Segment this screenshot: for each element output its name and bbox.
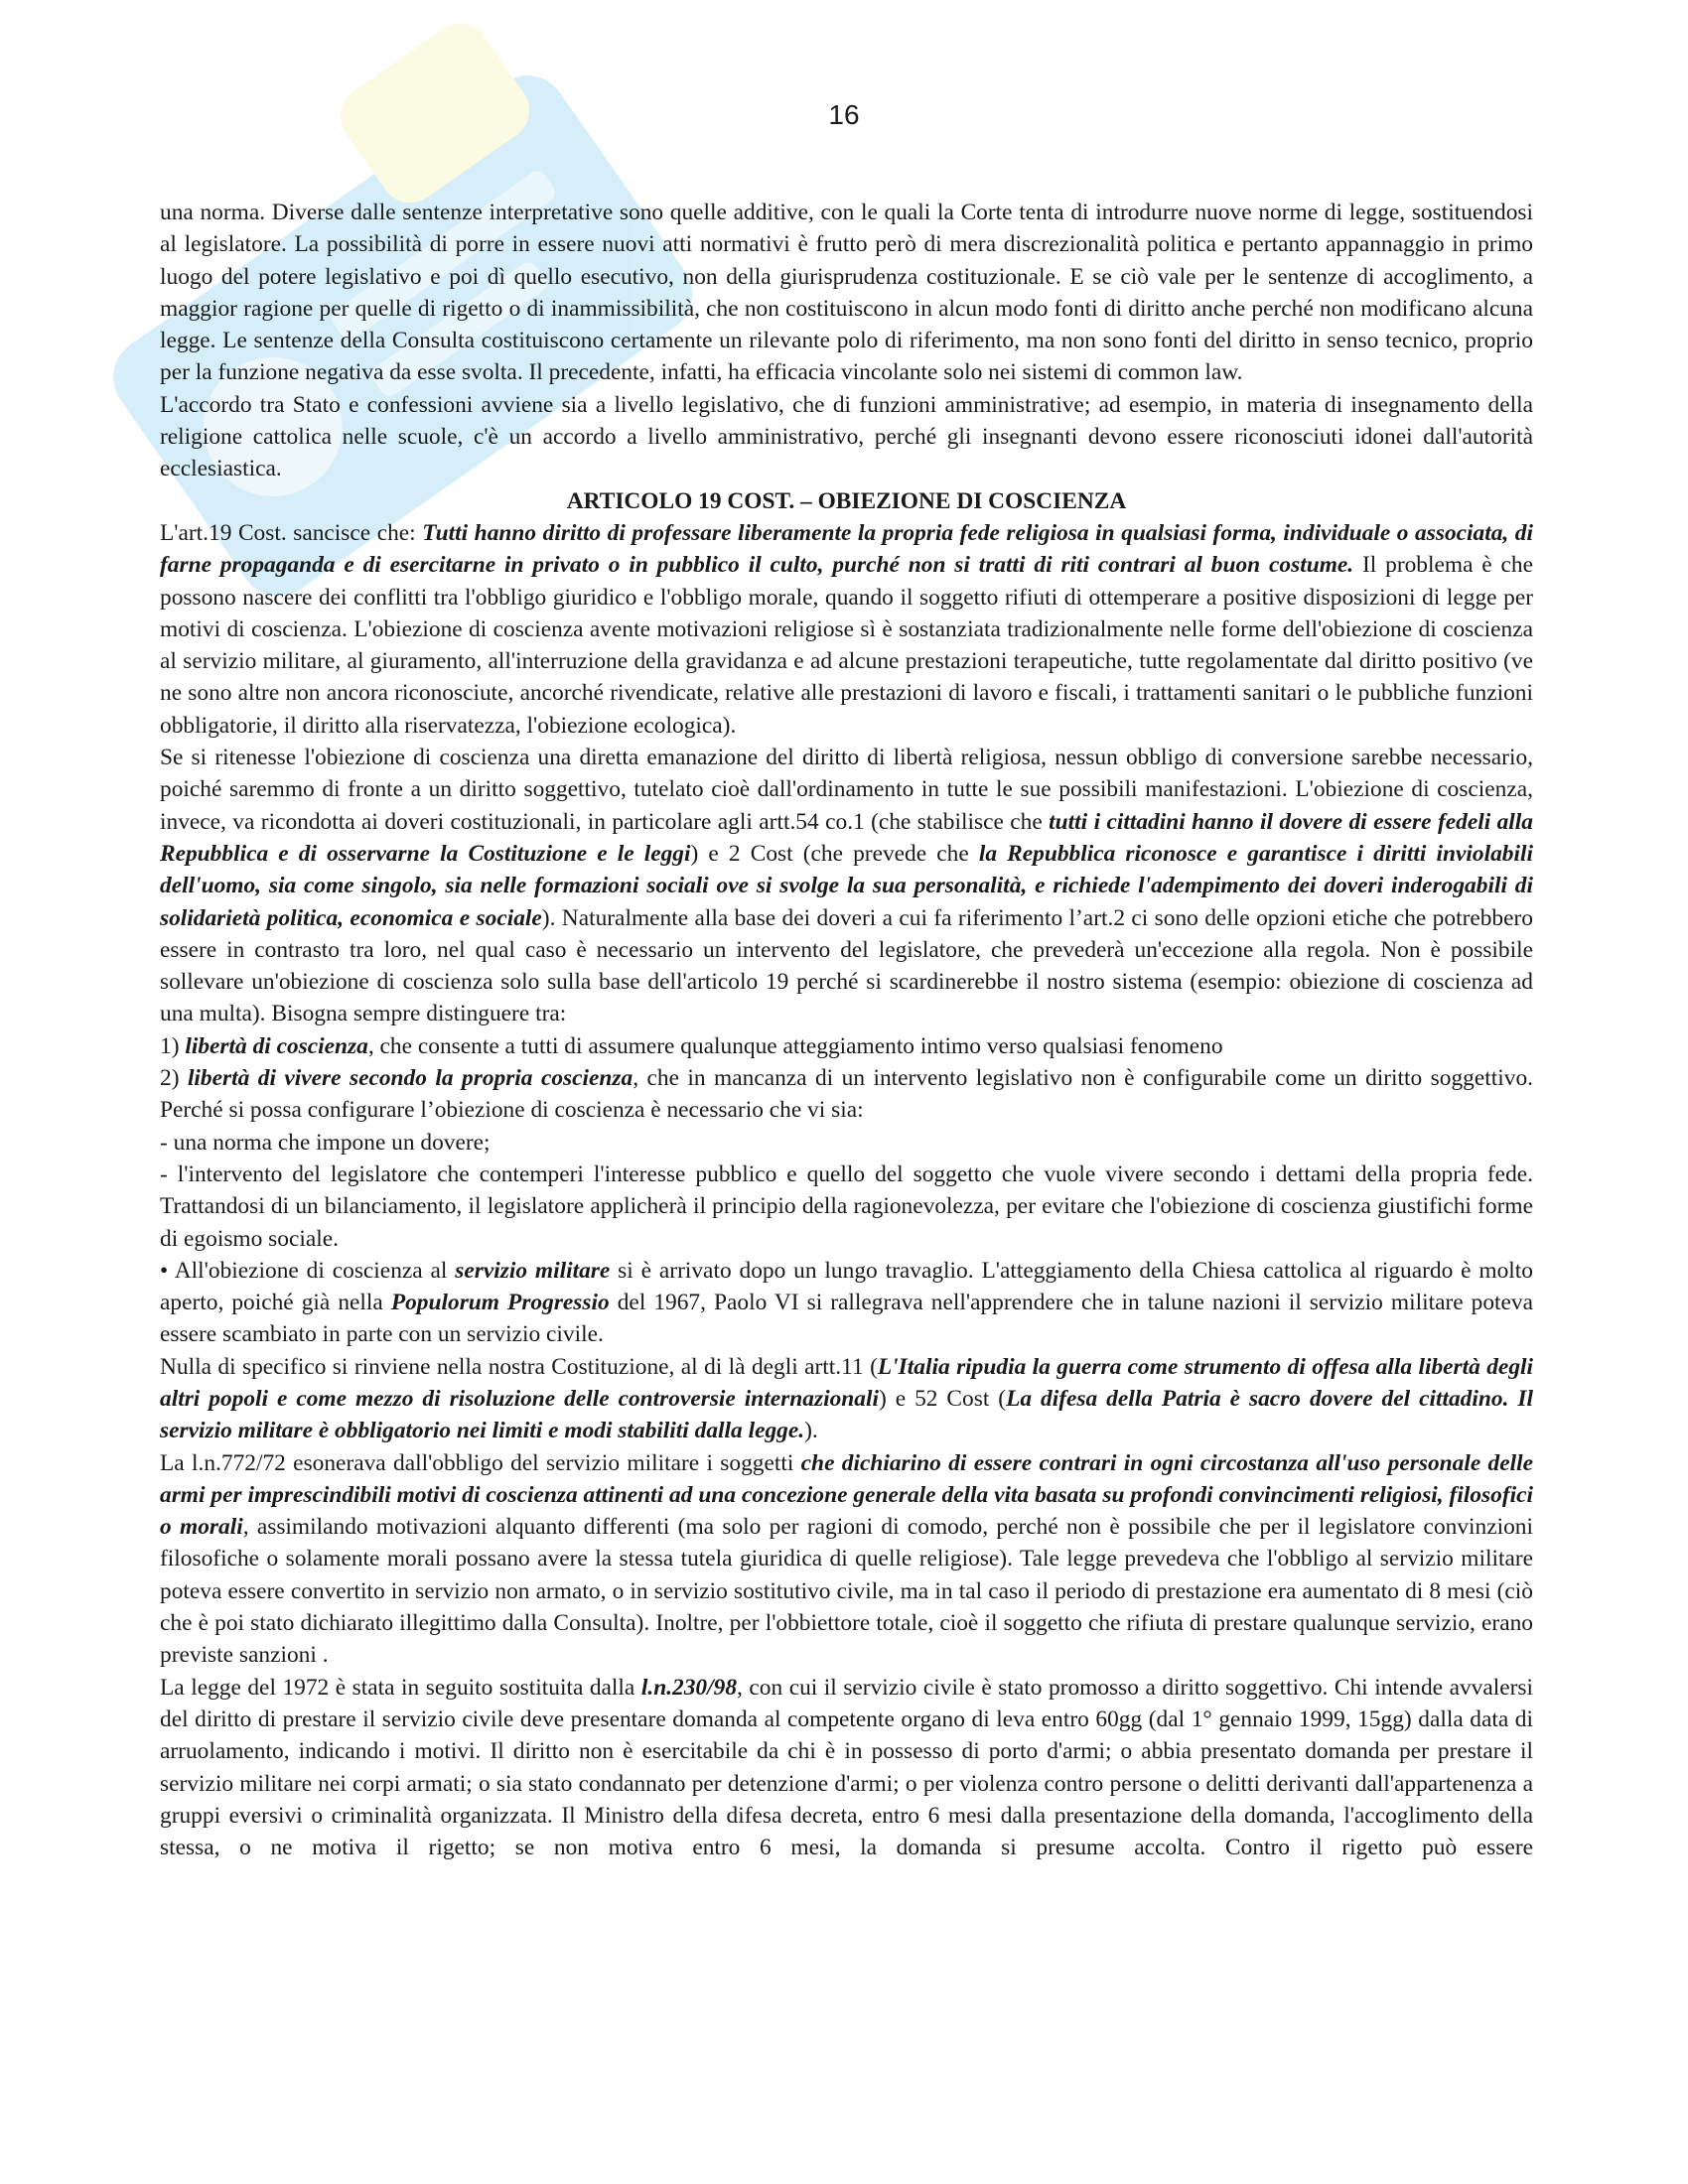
quote-art2: la Repubblica riconosce e garantisce i diritti inviolabili dell'uomo, sia come singolo, sia nelle formazioni sociali ove si svolge la sua personalità, e richiede l'adempimento dei doveri inderogabili di solidarietà politica, economica e sociale — [160, 840, 1533, 931]
list-number: 1) — [160, 1032, 186, 1059]
document-body — [160, 197, 1533, 1863]
text-run: ). Naturalmente alla base dei doveri a cui fa riferimento l’art.2 ci sono delle opzioni etiche che potrebbero essere in contrasto tra loro, nel qual caso è necessario un intervento del legislatore, che prevederà un'eccezione alla regola. Non è possibile sollevare un'obiezione di coscienza solo sulla base dell'articolo 19 perché si scardinerebbe il nostro sistema (esempio: obiezione di coscienza ad una multa). Bisogna sempre distinguere tra: — [160, 904, 1533, 1027]
text-run: Il problema è che possono nascere dei conflitti tra l'obbligo giuridico e l'obbligo morale, quando il soggetto rifiuti di ottemperare a positive disposizioni di legge per motivi di coscienza. L'obiezione di coscienza avente motivazioni religiose sì è sostanziata tradizionalmente nelle forme dell'obiezione di coscienza al servizio militare, al giuramento, all'interruzione della gravidanza e ad alcune prestazioni terapeutiche, tutte regolamentate dal diritto positivo (ve ne sono altre non ancora riconosciute, ancorché rivendicate, relative alle prestazioni di lavoro e fiscali, i trattamenti sanitari o le pubbliche funzioni obbligatorie, il diritto alla riservatezza, l'obiezione ecologica). — [160, 552, 1533, 739]
text-run: Se si ritenesse l'obiezione di coscienza una diretta emanazione del diritto di libertà religiosa, nessun obbligo di conversione sarebbe necessario, poiché saremmo di fronte a un diritto soggettivo, tutelato cioè dall'ordinamento in tutte le sue possibili manifestazioni. L'obiezione di coscienza, invece, va ricondotta ai doveri costituzionali, in particolare agli artt.54 co.1 (che stabilisce che — [160, 745, 1533, 835]
paragraph-legge-230 — [160, 1672, 1533, 1864]
list-item-2 — [160, 1062, 1533, 1127]
paragraph-art19 — [160, 517, 1533, 742]
term: l.n.230/98 — [640, 1674, 738, 1701]
text-run: ). — [804, 1418, 818, 1444]
paragraph-costituzione — [160, 1351, 1533, 1447]
paragraph-accordo — [160, 389, 1533, 485]
quote-art52: La difesa della Patria è sacro dovere del cittadino. Il servizio militare è obbligatorio nei limiti e modi stabiliti dalla legge. — [160, 1385, 1533, 1444]
list-item-1 — [160, 1030, 1533, 1062]
text-run: , con cui il servizio civile è stato promosso a diritto soggettivo. Chi intende avvalersi del diritto di prestare il servizio civile deve presentare domanda al competente organo di leva entro 60gg (dal 1° gennaio 1999, 15gg) dalla data di arruolamento, indicando i motivi. Il diritto non è esercitabile da chi è in possesso di porto d'armi; o abbia presentato domanda per prestare il servizio militare nei corpi armati; o sia stato condannato per detenzione d'armi; o per violenza contro persone o delitti derivanti dall'appartenenza a gruppi eversivi o criminalità organizzata. Il Ministro della difesa decreta, entro 6 mesi dalla presentazione della domanda, l'accoglimento della stessa, o ne motiva il rigetto; se non motiva entro 6 mesi, la domanda si presume accolta. Contro il rigetto può essere — [160, 1674, 1533, 1861]
text-run: Nulla di specifico si rinviene nella nostra Costituzione, al di là degli artt.11 ( — [160, 1353, 878, 1380]
text-run: La legge del 1972 è stata in seguito sostituita dalla — [160, 1674, 641, 1701]
text-run: L'accordo tra Stato e confessioni avviene sia a livello legislativo, che di funzioni amministrative; ad esempio, in materia di insegnamento della religione cattolica nelle scuole, c'è un accordo a livello amministrativo, perché gli insegnanti devono essere riconosciuti idonei dall'autorità ecclesiastica. — [160, 391, 1533, 482]
quote-art19: Tutti hanno diritto di professare liberamente la propria fede religiosa in qualsiasi forma, individuale o associata, di farne propaganda e di esercitarne in privato o in pubblico il culto, purché non si tratti di riti contrari al buon costume. — [160, 519, 1533, 579]
text-run: ) e 52 Cost ( — [878, 1385, 1007, 1412]
text-run: ) e 2 Cost (che prevede che — [690, 840, 979, 867]
list-number: 2) — [160, 1065, 188, 1092]
dash-item-1: - una norma che impone un dovere; — [160, 1129, 491, 1156]
paragraph-sentenze — [160, 197, 1533, 389]
text-run: si è arrivato dopo un lungo travaglio. L'atteggiamento della Chiesa cattolica al riguardo è molto aperto, poiché già nella — [160, 1257, 1533, 1316]
text-run: una norma. Diverse dalle sentenze interpretative sono quelle additive, con le quali la Corte tenta di introdurre nuove norme di legge, sostituendosi al legislatore. La possibilità di porre in essere nuovi atti normativi è frutto però di mera discrezionalità politica e pertanto appannaggio in primo luogo del potere legislativo e poi dì quello esecutivo, non della giurisprudenza costituzionale. E se ciò vale per le sentenze di accoglimento, a maggior ragione per quelle di rigetto o di inammissibilità, che non costituiscono in alcun modo fonti di diritto anche perché non modificano alcuna legge. Le sentenze della Consulta costituiscono certamente un rilevante polo di riferimento, ma non sono fonti del diritto in senso tecnico, proprio per la funzione negativa da esse svolta. Il precedente, infatti, ha efficacia vincolante solo nei sistemi di common law. — [160, 200, 1533, 386]
term: libertà di vivere secondo la propria coscienza — [187, 1065, 633, 1092]
text-run: , che consente a tutti di assumere qualunque atteggiamento intimo verso qualsiasi fenomeno — [367, 1032, 1223, 1059]
term: Populorum Progressio — [390, 1290, 610, 1316]
quote-art11: L'Italia ripudia la guerra come strumento di offesa alla libertà degli altri popoli e come mezzo di risoluzione delle controversie internazionali — [160, 1353, 1534, 1412]
text-run: L'art.19 Cost. sancisce che: — [160, 519, 423, 546]
text-run: del 1967, Paolo VI si rallegrava nell'apprendere che in talune nazioni il servizio militare poteva essere scambiato in parte con un servizio civile. — [160, 1290, 1534, 1348]
text-run: • All'obiezione di coscienza al — [160, 1257, 456, 1284]
dash-item-2: - l'intervento del legislatore che contemperi l'interesse pubblico e quello del soggetto che vuole vivere secondo i dettami della propria fede. Trattandosi di un bilanciamento, il legislatore applicherà il principio della ragionevolezza, per evitare che l'obiezione di coscienza giustifichi forme di egoismo sociale. — [160, 1160, 1533, 1252]
term: libertà di coscienza — [185, 1032, 368, 1059]
quote-art54: tutti i cittadini hanno il dovere di essere fedeli alla Repubblica e di osservarne la Costituzione e le leggi — [160, 808, 1534, 867]
paragraph-legge-772 — [160, 1447, 1533, 1672]
section-heading: ARTICOLO 19 COST. – OBIEZIONE DI COSCIENZA — [566, 487, 1127, 514]
paragraph-doveri — [160, 742, 1533, 1030]
page-number: 16 — [828, 99, 860, 130]
text-run: , assimilando motivazioni alquanto differenti (ma solo per ragioni di comodo, perché non è possibile che per il legislatore convinzioni filosofiche o solamente morali possano avere la stessa tutela giuridica di quelle religiose). Tale legge prevedeva che l'obbligo al servizio militare poteva essere convertito in servizio non armato, o in servizio sostitutivo civile, ma in tal caso il periodo di prestazione era aumentato di 8 mesi (ciò che è poi stato dichiarato illegittimo dalla Consulta). Inoltre, per l'obbiettore totale, cioè il soggetto che rifiuta di prestare qualunque servizio, erano previste sanzioni . — [160, 1514, 1533, 1669]
paragraph-servizio-militare — [160, 1255, 1533, 1351]
text-run: , che in mancanza di un intervento legislativo non è configurabile come un diritto soggettivo. Perché si possa configurare l’obiezione di coscienza è necessario che vi sia: — [160, 1065, 1533, 1124]
quote-legge-772: che dichiarino di essere contrari in ogni circostanza all'uso personale delle armi per imprescindibili motivi di coscienza attinenti ad una concezione generale della vita basata su profondi convincimenti religiosi, filosofici o morali — [160, 1449, 1534, 1541]
text-run: La l.n.772/72 esonerava dall'obbligo del servizio militare i soggetti — [160, 1449, 801, 1476]
term: servizio militare — [455, 1257, 611, 1284]
